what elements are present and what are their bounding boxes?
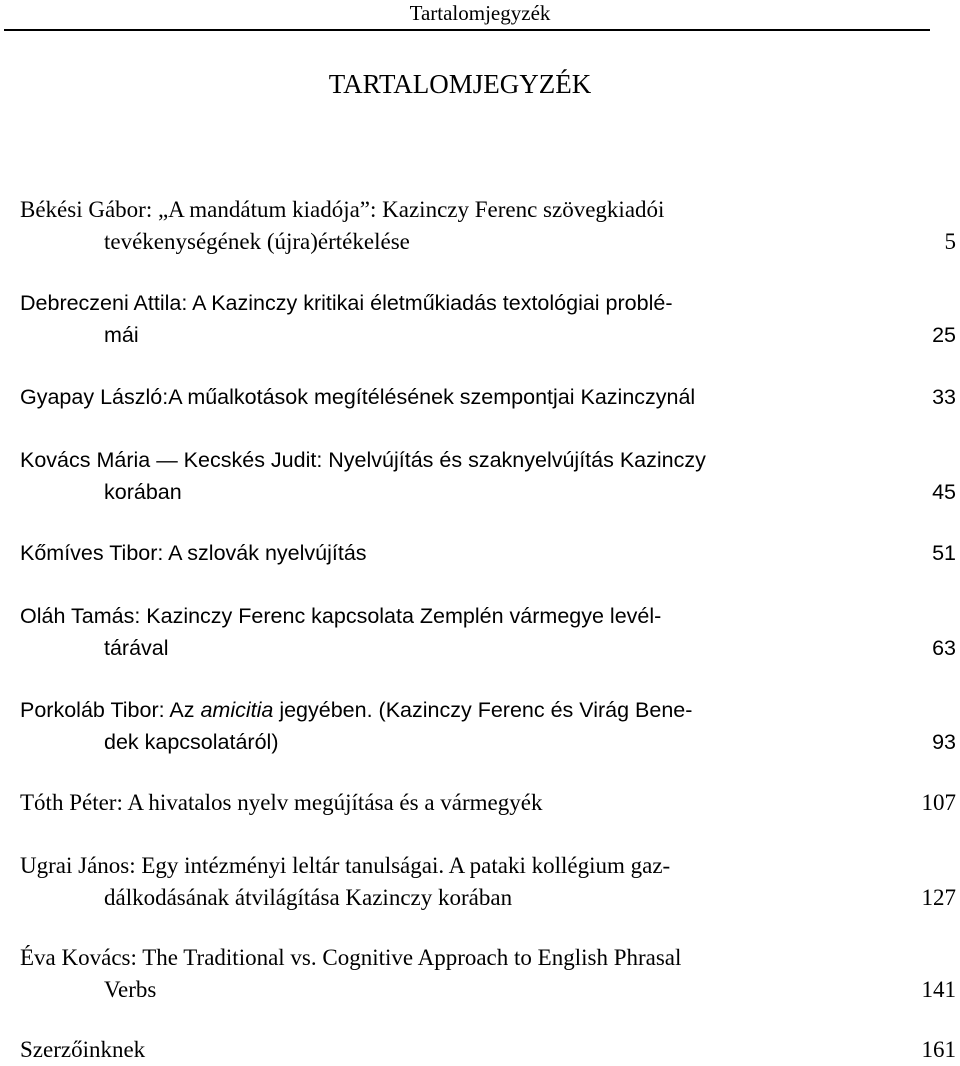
toc-entry[interactable] — [20, 694, 956, 758]
header-rule — [4, 29, 930, 31]
toc-entry-text: korában — [104, 480, 182, 504]
toc-entry-text: jegyében. (Kazinczy Ferenc és Virág Bene- — [273, 698, 693, 722]
toc-page-number: 93 — [932, 730, 956, 754]
toc-entry-text: dek kapcsolatáról) — [104, 730, 279, 754]
toc-entry[interactable] — [20, 600, 956, 664]
toc-page-number: 5 — [944, 229, 956, 254]
toc-page-number: 63 — [932, 636, 956, 660]
toc-entry-text: Szerzőinknek — [20, 1037, 146, 1062]
toc-entry[interactable] — [20, 787, 956, 819]
toc-page-number: 141 — [921, 977, 956, 1002]
toc-entry-text: Ugrai János: Egy intézményi leltár tanulságai. A pataki kollégium gaz- — [20, 853, 671, 878]
toc-entry-text: Debreczeni Attila: A Kazinczy kritikai életműkiadás textológiai problé- — [20, 291, 673, 315]
toc-entry[interactable] — [20, 194, 956, 258]
toc-entry[interactable] — [20, 444, 956, 508]
toc-page-number: 127 — [921, 885, 956, 910]
page-title: TARTALOMJEGYZÉK — [328, 69, 592, 99]
toc-page-number: 33 — [932, 385, 956, 409]
toc-entry-text: Gyapay László:A műalkotások megítélésének szempontjai Kazinczynál — [20, 385, 696, 409]
toc-entry-text: dálkodásának átvilágítása Kazinczy korában — [104, 885, 513, 910]
toc-entry[interactable] — [20, 287, 956, 351]
toc-entry[interactable] — [20, 850, 956, 914]
running-header: Tartalomjegyzék — [409, 1, 551, 25]
toc-entry-text: tárával — [104, 636, 169, 660]
toc-entry[interactable] — [20, 1034, 956, 1066]
toc-entry-text: Békési Gábor: „A mandátum kiadója”: Kazinczy Ferenc szövegkiadói — [20, 197, 665, 222]
toc-entry-text: Porkoláb Tibor: Az — [20, 698, 201, 722]
toc-page-number: 45 — [932, 480, 956, 504]
toc-entry-text: Oláh Tamás: Kazinczy Ferenc kapcsolata Zemplén vármegye levél- — [20, 604, 662, 628]
toc-page-number: 51 — [932, 541, 956, 565]
toc-entry[interactable] — [20, 537, 956, 569]
toc-entry-text: tevékenységének (újra)értékelése — [104, 229, 410, 254]
toc-page-number: 161 — [921, 1037, 956, 1062]
toc-entry-text: Kőmíves Tibor: A szlovák nyelvújítás — [20, 541, 367, 565]
toc-entry-text: Éva Kovács: The Traditional vs. Cognitive Approach to English Phrasal — [20, 945, 682, 970]
toc-page-number: 107 — [921, 790, 956, 815]
toc-entry-text: Tóth Péter: A hivatalos nyelv megújítása és a vármegyék — [20, 790, 543, 815]
toc-entry[interactable] — [20, 381, 956, 413]
toc-entry-text: Kovács Mária — Kecskés Judit: Nyelvújítás és szaknyelvújítás Kazinczy — [20, 448, 706, 472]
toc-entry-text: mái — [104, 323, 139, 347]
toc-page-number: 25 — [932, 323, 956, 347]
toc-entry-italic-text: amicitia — [200, 698, 274, 722]
toc-entry-text: Verbs — [104, 977, 157, 1002]
toc-entry[interactable] — [20, 942, 956, 1006]
